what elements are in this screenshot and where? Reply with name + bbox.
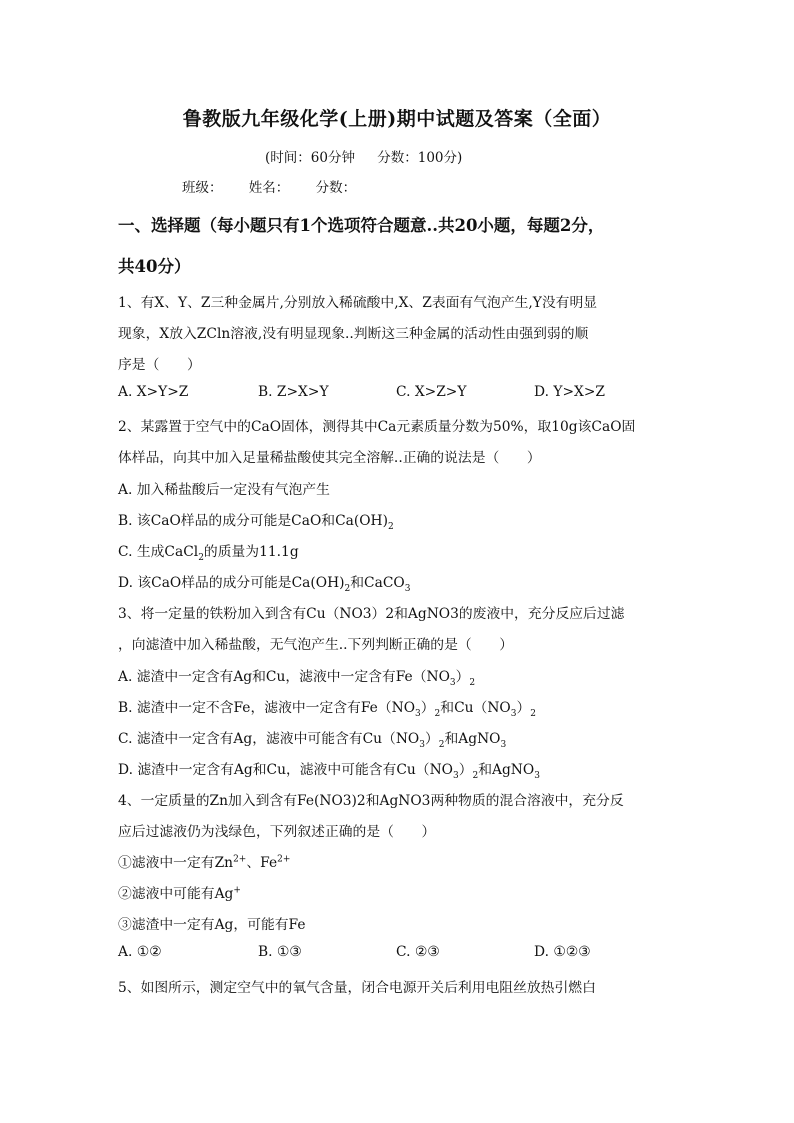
q4-text: 应后过滤液仍为浅绿色，下列叙述正确的是（ ）: [118, 824, 436, 840]
exam-time: (时间：60分钟: [265, 150, 355, 166]
q4-option-d: D. ①②③: [534, 944, 591, 960]
q1-option-c: C. X>Z>Y: [396, 384, 467, 400]
class-label: 班级：: [182, 180, 223, 196]
q2-text: 2、某露置于空气中的CaO固体，测得其中Ca元素质量分数为50%，取10g该CaO固: [118, 419, 636, 435]
q5-text: 5、如图所示，测定空气中的氧气含量，闭合电源开关后利用电阻丝放热引燃白: [118, 980, 596, 996]
q3-option-d: D. 滤渣中一定含有Ag和Cu，滤液中可能含有$Cu(NO_3)_2$和AgNO$_3$: [118, 762, 540, 781]
section-heading: 一、选择题（每小题只有1个选项符合题意..共20小题，每题2分，: [118, 216, 605, 235]
exam-meta: [265, 146, 480, 166]
q2-option-c: C. 生成CaCl$_2$的质量为11.1g: [118, 544, 299, 563]
name-label: 姓名：: [248, 180, 290, 196]
q4-statement-1: ①滤液中一定有$Zn^{2+}$、$Fe^{2+}$: [118, 854, 291, 871]
q3-text: 3、将一定量的铁粉加入到含有Cu（NO3）2和AgNO3的废液中，充分反应后过滤: [118, 606, 625, 622]
q4-option-a: A. ①②: [118, 944, 162, 960]
q4-text: 4、一定质量的Zn加入到含有Fe(NO3)2和AgNO3两种物质的混合溶液中，充分反: [118, 793, 624, 809]
q1-option-d: D. Y>X>Z: [534, 384, 605, 400]
q1-option-b: B. Z>X>Y: [258, 384, 329, 400]
q2-option-a: A. 加入稀盐酸后一定没有气泡产生: [118, 482, 330, 498]
q3-option-a: A. 滤渣中一定含有Ag和Cu，滤液中一定含有$Fe(NO_3)_2$: [118, 669, 476, 688]
q1-option-a: A. X>Y>Z: [118, 384, 189, 400]
q1-text: 序是（ ）: [118, 357, 201, 373]
q2-option-d: D. 该CaO样品的成分可能是$Ca(OH)_2$和CaCO$_3$: [118, 575, 411, 594]
q4-statement-2: ②滤液中可能有Ag+: [118, 885, 241, 902]
q3-text: ，向滤渣中加入稀盐酸，无气泡产生..下列判断正确的是（ ）: [118, 637, 514, 653]
section-heading-cont: 共40分）: [118, 257, 191, 276]
q2-text: 体样品，向其中加入足量稀盐酸使其完全溶解..正确的说法是（ ）: [118, 450, 541, 466]
q2-option-b: B. 该CaO样品的成分可能是CaO和$Ca(OH)_2$: [118, 513, 394, 532]
page-title: 鲁教版九年级化学(上册)期中试题及答案（全面）: [182, 108, 612, 130]
exam-score: 分数：100分): [377, 150, 463, 166]
student-info: [182, 176, 378, 196]
score-label: 分数：: [315, 180, 357, 196]
q1-text: 现象，X放入ZCln溶液,没有明显现象..判断这三种金属的活动性由强到弱的顺: [118, 326, 589, 342]
q3-option-b: B. 滤渣中一定不含Fe，滤液中一定含有$Fe(NO_3)_2$和$Cu(NO_3)_2$: [118, 700, 536, 719]
q1-text: 1、有X、Y、Z三种金属片,分别放入稀硫酸中,X、Z表面有气泡产生,Y没有明显: [118, 295, 598, 311]
q3-option-c: C. 滤渣中一定含有Ag，滤液中可能含有$Cu(NO_3)_2$和AgNO$_3$: [118, 731, 507, 750]
q4-option-b: B. ①③: [258, 944, 302, 960]
q4-option-c: C. ②③: [396, 944, 440, 960]
q4-statement-3: ③滤渣中一定有Ag，可能有Fe: [118, 917, 306, 933]
